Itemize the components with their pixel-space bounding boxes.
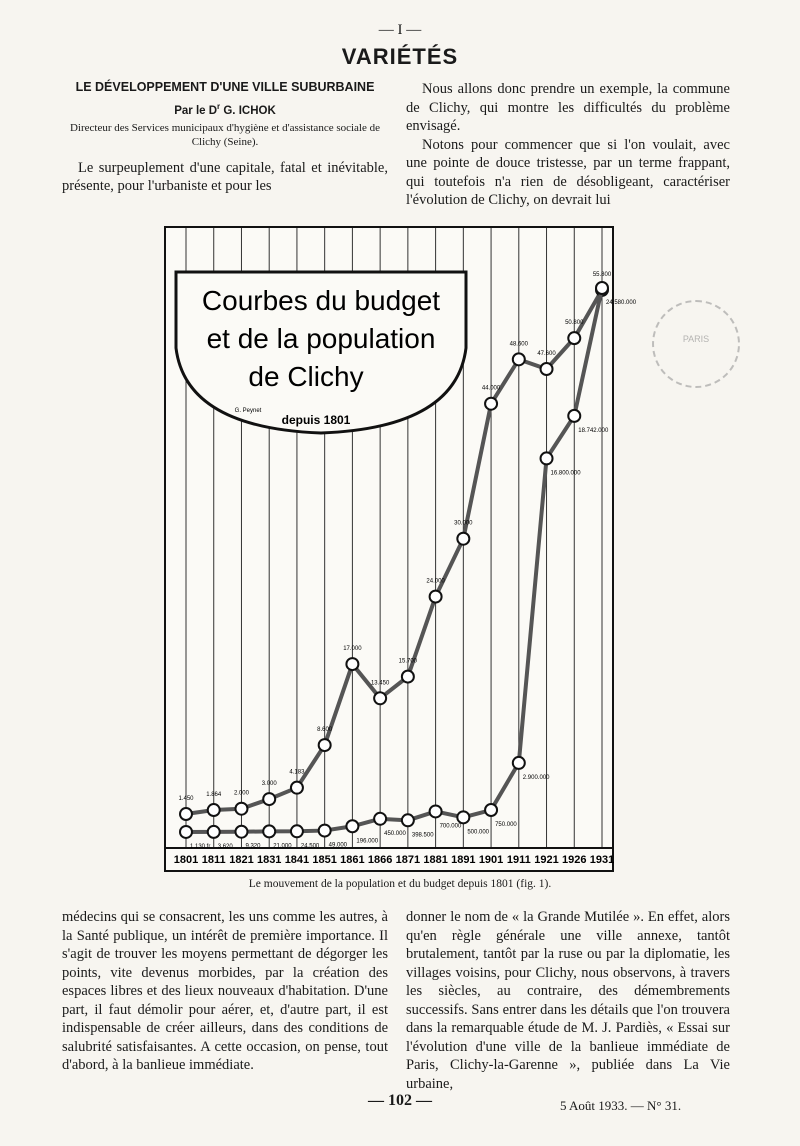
budget-label-1841: 24.500	[300, 843, 320, 850]
budget-point-1931	[596, 282, 608, 294]
population-label-1861: 17.000	[343, 646, 362, 653]
budget-label-1821: 9.320	[245, 843, 261, 850]
budget-point-1831	[263, 825, 275, 837]
budget-label-1911: 2.900.000	[522, 774, 550, 781]
page-marker: — I —	[378, 22, 422, 38]
budget-point-1901	[485, 804, 497, 816]
population-label-1931: 55.800	[592, 271, 612, 278]
population-label-1831: 3.000	[261, 781, 277, 788]
x-tick-1851: 1851	[312, 854, 337, 866]
budget-point-1801	[180, 826, 192, 838]
chart-title-box	[176, 272, 466, 433]
paragraph-right-bottom: donner le nom de « la Grande Mutilée ». En effet, alors qu'en règle générale une ville annexe, tantôt brutalement, tantôt par la ruse ou par la diplomatie, les villages voisins, pour Clichy, nous observons, à travers les siècles, au contraire, des démembrements successifs. Sans entrer dans les détails que l'on trouvera dans la remarquable étude de M. J. Pardiès, « Essai sur l'évolution d'une ville de la banlieue immédiate de Paris, Clichy-la-Garenne », publiée dans La Vie urbaine,	[406, 909, 730, 1092]
population-label-1841: 4.183	[289, 769, 305, 776]
population-label-1911: 48.600	[509, 341, 528, 348]
population-point-1831	[263, 793, 275, 805]
budget-label-1871: 398.500	[411, 832, 434, 839]
x-tick-1811: 1811	[201, 854, 226, 866]
budget-label-1861: 196.000	[356, 838, 379, 845]
byline	[62, 102, 388, 117]
budget-label-1901: 750.000	[495, 822, 517, 828]
population-point-1821	[235, 803, 247, 815]
population-point-1801	[180, 808, 192, 820]
budget-label-1811: 3.620	[217, 843, 233, 850]
section-title: VARIÉTÉS	[341, 44, 459, 69]
population-point-1861	[346, 658, 358, 670]
population-point-1866	[374, 692, 386, 704]
paragraph-left-bottom: médecins qui se consacrent, les uns comme les autres, à la Santé publique, un intérêt de première importance. Il s'agit de trouver les moyens permettant de dégorger les points, vite devenus morbides, par la création des espaces libres et des lieux nouveaux d'habitation. D'une part, il faut démolir pour aérer, et, d'autre part, il est indispensable de créer ailleurs, dans des conditions de salubrité satisfaisantes. A cette occasion, on pense, tout d'abord, à la banlieue immédiate.	[62, 909, 388, 1073]
paragraph-right-top-1: Nous allons donc prendre un exemple, la commune de Clichy, qui montre les difficultés du problème envisagé.	[406, 81, 730, 134]
budget-point-1871	[402, 814, 414, 826]
population-label-1901: 44.000	[481, 385, 501, 392]
population-label-1821: 2.000	[233, 790, 249, 797]
x-tick-1881: 1881	[423, 854, 448, 866]
x-tick-1871: 1871	[395, 854, 421, 866]
x-tick-1841: 1841	[284, 854, 310, 866]
x-tick-1921: 1921	[534, 854, 559, 866]
budget-point-1921	[541, 452, 553, 464]
paragraph-left-top: Le surpeuplement d'une capitale, fatal et inévitable, présente, pour l'urbaniste et pour les	[62, 159, 388, 195]
budget-point-1811	[208, 826, 220, 838]
budget-point-1891	[457, 811, 469, 823]
right-column-bottom	[406, 908, 730, 1093]
budget-label-1926: 18.742.000	[578, 427, 609, 434]
population-label-1866: 13.450	[370, 680, 390, 687]
budget-point-1841	[291, 825, 303, 837]
population-label-1921: 47.600	[537, 351, 556, 357]
population-point-1871	[402, 671, 414, 683]
budget-label-1881: 700.000	[439, 823, 462, 830]
budget-label-1891: 500.000	[467, 829, 490, 836]
stamp-text: PARIS	[682, 334, 710, 344]
budget-label-1831: 21.000	[273, 843, 292, 850]
paragraph-right-top-2: Notons pour commencer que si l'on voulait, avec une pointe de douce tristesse, par un terme frappant, qui toutefois n'a rien de désobligeant, caractériser l'évolution de Clichy, on devrait lui	[406, 136, 730, 208]
budget-point-1851	[319, 825, 331, 837]
chart-figure	[164, 226, 637, 872]
issue-date: 5 Août 1933. — N° 31.	[560, 1098, 682, 1113]
x-tick-1831: 1831	[256, 854, 282, 866]
population-point-1901	[485, 398, 497, 410]
budget-label-1801: 1.130 fr	[190, 843, 211, 850]
chart-title-line-3: de Clichy	[248, 361, 364, 392]
byline-name: G. ICHOK	[220, 104, 276, 117]
population-label-1851: 8.600	[317, 727, 333, 734]
x-tick-1901: 1901	[478, 854, 504, 866]
x-tick-1931: 1931	[589, 854, 615, 866]
byline-sup: r	[217, 102, 221, 111]
population-point-1851	[319, 739, 331, 751]
x-tick-1926: 1926	[562, 854, 587, 866]
population-label-1881: 24.000	[426, 578, 445, 585]
byline-prefix: Par le D	[174, 104, 218, 117]
budget-label-1931: 24.580.000	[606, 300, 637, 306]
population-label-1891: 30.000	[454, 520, 473, 527]
population-point-1881	[430, 591, 442, 603]
population-label-1871: 15.700	[398, 658, 418, 665]
budget-point-1926	[568, 410, 580, 422]
x-tick-1801: 1801	[173, 854, 199, 866]
population-point-1811	[208, 804, 220, 816]
author-affiliation: Directeur des Services municipaux d'hygiène et d'assistance sociale de Clichy (Seine).	[69, 121, 381, 148]
article-title: LE DÉVELOPPEMENT D'UNE VILLE SUBURBAINE	[75, 80, 375, 94]
population-point-1891	[457, 533, 469, 545]
chart-subtitle: depuis 1801	[281, 413, 351, 427]
page-number: — 102 —	[368, 1092, 432, 1109]
population-point-1841	[291, 782, 303, 794]
x-axis-labels	[174, 854, 614, 866]
left-column-bottom	[62, 908, 388, 1075]
x-tick-1821: 1821	[229, 854, 254, 866]
budget-point-1821	[235, 826, 247, 838]
x-tick-1866: 1866	[367, 854, 393, 866]
budget-point-1866	[374, 813, 386, 825]
population-label-1926: 50.800	[565, 320, 584, 327]
budget-label-1921: 16.800.000	[550, 470, 581, 477]
budget-label-1851: 49.000	[328, 842, 348, 849]
budget-point-1861	[346, 820, 358, 832]
figure-caption: Le mouvement de la population et du budget depuis 1801 (fig. 1).	[248, 878, 552, 890]
x-tick-1891: 1891	[451, 854, 476, 866]
x-tick-1911: 1911	[506, 854, 531, 866]
x-tick-1861: 1861	[340, 854, 365, 866]
chart-title-line-2: et de la population	[206, 323, 436, 354]
budget-point-1881	[430, 805, 442, 817]
right-column-top	[406, 80, 730, 210]
chart-svg	[166, 228, 637, 870]
population-label-1801: 1.450	[178, 796, 194, 803]
library-stamp	[652, 300, 740, 388]
population-point-1911	[513, 353, 525, 365]
population-label-1811: 1.864	[206, 792, 222, 799]
budget-label-1866: 450.000	[384, 830, 406, 837]
chart-title-line-1: Courbes du budget	[201, 285, 441, 316]
chart-signature: G. Peynet	[234, 408, 262, 414]
left-column-top	[62, 80, 388, 196]
budget-point-1911	[513, 757, 525, 769]
population-point-1921	[541, 363, 553, 375]
population-point-1926	[568, 332, 580, 344]
